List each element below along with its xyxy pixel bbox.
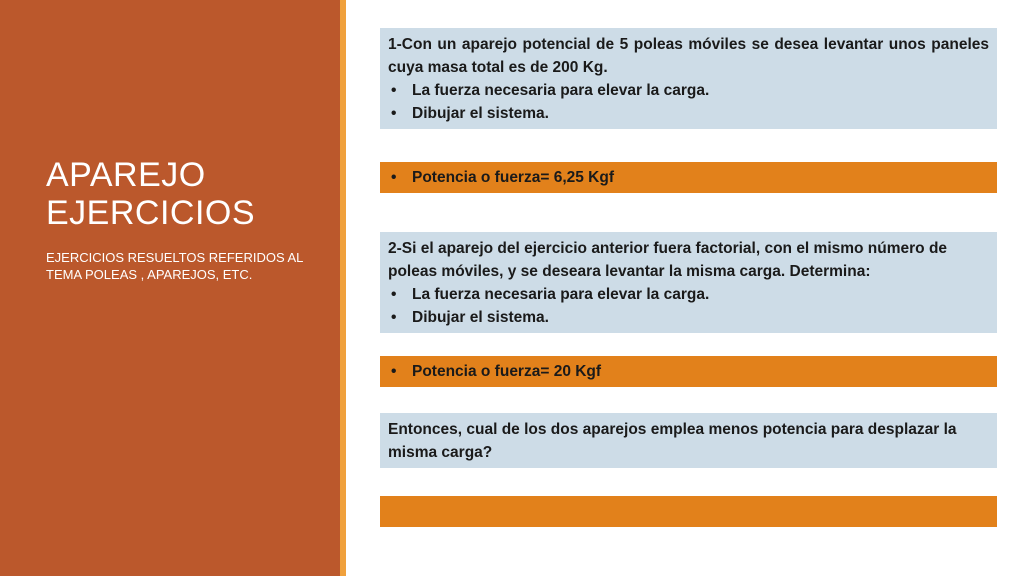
exercise-1-answer-list: [388, 166, 989, 189]
exercise-2-answer-box: [380, 356, 997, 387]
exercise-2-answer-list: [388, 360, 989, 383]
exercise-1-task-2: • Dibujar el sistema.: [388, 102, 989, 125]
exercise-1-statement: 1-Con un aparejo potencial de 5 poleas móviles se desea levantar unos paneles cuya masa total es de 200 Kg.: [388, 36, 989, 76]
accent-stripe: [340, 0, 346, 576]
exercise-1-answer-box: [380, 162, 997, 193]
slide-title: [46, 156, 326, 232]
question-3-answer-box: [380, 496, 997, 527]
exercise-1-task-1: • La fuerza necesaria para elevar la carga.: [388, 79, 989, 102]
left-title-panel: [0, 0, 340, 576]
exercise-2-task-1: • La fuerza necesaria para elevar la carga.: [388, 283, 989, 306]
exercise-2-task-list: [388, 283, 989, 329]
exercise-1-question-box: [380, 28, 997, 129]
slide-subtitle: EJERCICIOS RESUELTOS REFERIDOS AL TEMA POLEAS , APAREJOS, ETC.: [46, 250, 303, 282]
question-3-statement: Entonces, cual de los dos aparejos emplea menos potencia para desplazar la misma carga?: [388, 421, 957, 461]
exercise-1-task-list: [388, 79, 989, 125]
exercise-2-statement: 2-Si el aparejo del ejercicio anterior fuera factorial, con el mismo número de poleas móviles, y se deseara levantar la misma carga. Determina:: [388, 240, 948, 280]
exercise-2-answer: • Potencia o fuerza= 20 Kgf: [388, 360, 989, 383]
exercise-2-question-box: [380, 232, 997, 333]
question-3-box: [380, 413, 997, 468]
slide-title-line-2: EJERCICIOS: [46, 194, 256, 232]
exercise-1-answer: • Potencia o fuerza= 6,25 Kgf: [388, 166, 989, 189]
slide-title-line-1: APAREJO: [46, 156, 206, 194]
exercise-2-task-2: • Dibujar el sistema.: [388, 306, 989, 329]
